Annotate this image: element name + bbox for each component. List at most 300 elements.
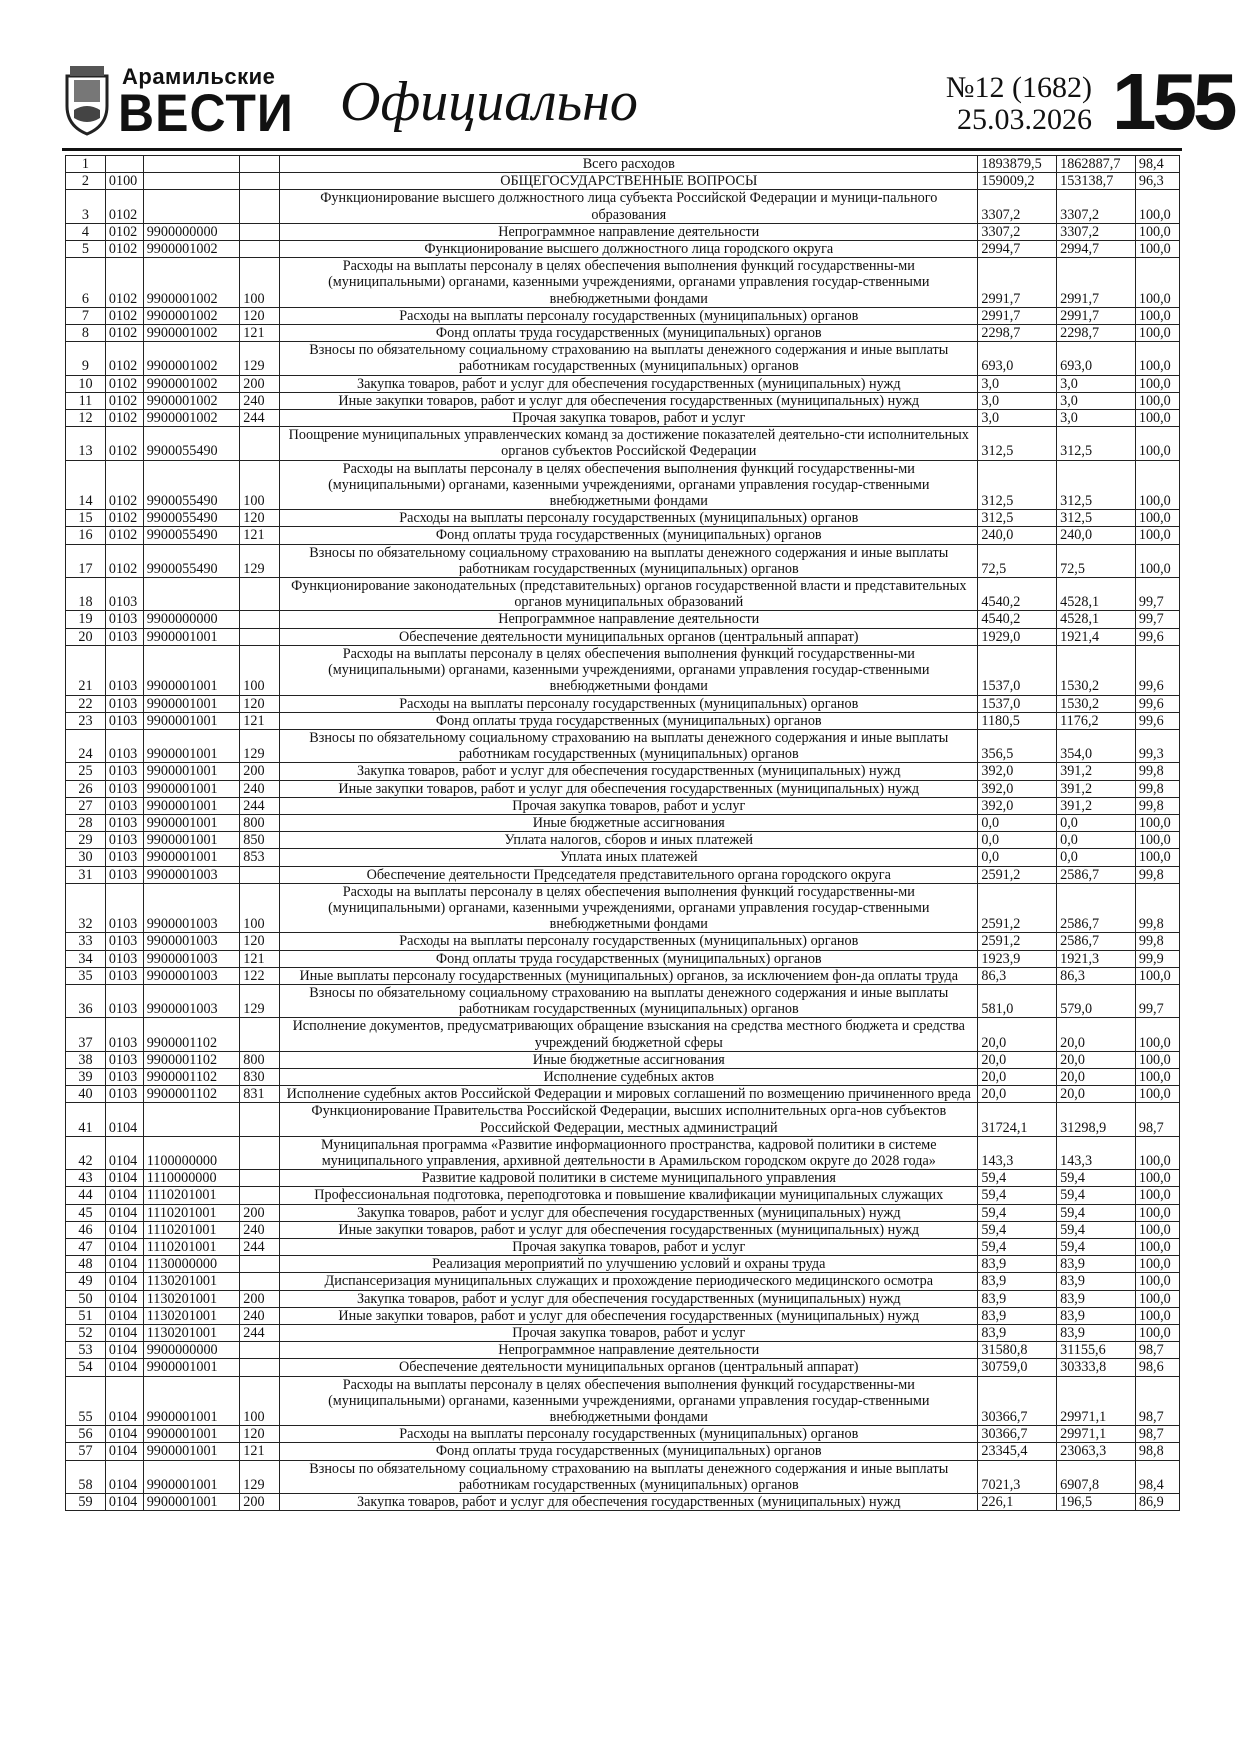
item-name: Прочая закупка товаров, работ и услуг [280,410,978,427]
item-name: Всего расходов [280,156,978,173]
target-code: 9900001003 [143,866,240,883]
actual-amount: 2991,7 [1057,307,1136,324]
target-code: 1130201001 [143,1273,240,1290]
row-number: 37 [66,1018,106,1051]
expense-type: 100 [240,883,280,933]
item-name: Поощрение муниципальных управленческих команд за достижение показателей деятельно-сти исполнительных органов субъектов Российской Федерации [280,427,978,460]
expense-type [240,1342,280,1359]
section-code: 0102 [105,307,143,324]
table-row [66,190,1180,223]
table-row [66,241,1180,258]
actual-amount: 2586,7 [1057,933,1136,950]
item-name: Фонд оплаты труда государственных (муниципальных) органов [280,325,978,342]
row-number: 42 [66,1136,106,1169]
expense-type [240,427,280,460]
planned-amount: 1923,9 [978,950,1057,967]
actual-amount: 3307,2 [1057,223,1136,240]
expense-type: 100 [240,1376,280,1426]
section-code: 0103 [105,883,143,933]
row-number: 46 [66,1221,106,1238]
planned-amount: 1537,0 [978,695,1057,712]
row-number: 35 [66,967,106,984]
target-code: 1110201001 [143,1187,240,1204]
actual-amount: 83,9 [1057,1307,1136,1324]
section-code: 0104 [105,1376,143,1426]
row-number: 1 [66,156,106,173]
item-name: Непрограммное направление деятельности [280,611,978,628]
actual-amount: 29971,1 [1057,1426,1136,1443]
row-number: 17 [66,544,106,577]
planned-amount: 312,5 [978,510,1057,527]
section-code: 0102 [105,223,143,240]
target-code: 9900001102 [143,1068,240,1085]
row-number: 5 [66,241,106,258]
row-number: 27 [66,797,106,814]
execution-percent: 100,0 [1135,1221,1179,1238]
execution-percent: 99,7 [1135,578,1179,611]
table-row [66,1342,1180,1359]
row-number: 51 [66,1307,106,1324]
row-number: 40 [66,1086,106,1103]
expense-type: 120 [240,510,280,527]
section-code: 0104 [105,1494,143,1511]
actual-amount: 1530,2 [1057,695,1136,712]
section-code: 0102 [105,241,143,258]
row-number: 11 [66,392,106,409]
section-code [105,156,143,173]
execution-percent: 99,6 [1135,628,1179,645]
execution-percent: 99,8 [1135,763,1179,780]
actual-amount: 3307,2 [1057,190,1136,223]
execution-percent: 99,8 [1135,866,1179,883]
actual-amount: 20,0 [1057,1051,1136,1068]
table-row [66,1290,1180,1307]
expense-type: 120 [240,933,280,950]
target-code: 9900001001 [143,849,240,866]
table-row [66,307,1180,324]
expense-type: 200 [240,1494,280,1511]
item-name: Расходы на выплаты персоналу государственных (муниципальных) органов [280,510,978,527]
item-name: Функционирование Правительства Российской Федерации, высших исполнительных орга-нов субъектов Российской Федерации, местных администраций [280,1103,978,1136]
target-code [143,1103,240,1136]
item-name: Функционирование законодательных (представительных) органов государственной власти и представительных органов муниципальных образований [280,578,978,611]
item-name: Иные закупки товаров, работ и услуг для обеспечения государственных (муниципальных) нужд [280,780,978,797]
actual-amount: 59,4 [1057,1204,1136,1221]
actual-amount: 6907,8 [1057,1460,1136,1493]
target-code: 9900055490 [143,544,240,577]
row-number: 3 [66,190,106,223]
execution-percent: 100,0 [1135,1307,1179,1324]
planned-amount: 1893879,5 [978,156,1057,173]
row-number: 28 [66,814,106,831]
table-row [66,729,1180,762]
row-number: 38 [66,1051,106,1068]
planned-amount: 83,9 [978,1273,1057,1290]
table-row [66,1307,1180,1324]
planned-amount: 7021,3 [978,1460,1057,1493]
table-row [66,628,1180,645]
actual-amount: 59,4 [1057,1170,1136,1187]
target-code: 1130201001 [143,1307,240,1324]
row-number: 10 [66,375,106,392]
execution-percent: 100,0 [1135,510,1179,527]
item-name: Профессиональная подготовка, переподготовка и повышение квалификации муниципальных служащих [280,1187,978,1204]
execution-percent: 100,0 [1135,1204,1179,1221]
table-row [66,1460,1180,1493]
execution-percent: 86,9 [1135,1494,1179,1511]
budget-table [65,155,1180,1511]
table-row [66,797,1180,814]
section-code: 0103 [105,984,143,1017]
planned-amount: 3307,2 [978,223,1057,240]
actual-amount: 391,2 [1057,763,1136,780]
actual-amount: 20,0 [1057,1068,1136,1085]
row-number: 34 [66,950,106,967]
execution-percent: 100,0 [1135,544,1179,577]
item-name: Иные закупки товаров, работ и услуг для обеспечения государственных (муниципальных) нужд [280,1307,978,1324]
expense-type: 240 [240,1307,280,1324]
execution-percent: 100,0 [1135,1239,1179,1256]
target-code: 9900001002 [143,375,240,392]
item-name: Расходы на выплаты персоналу государственных (муниципальных) органов [280,307,978,324]
actual-amount: 83,9 [1057,1325,1136,1342]
actual-amount: 83,9 [1057,1290,1136,1307]
expense-type: 120 [240,695,280,712]
section-code: 0102 [105,325,143,342]
expense-type [240,223,280,240]
execution-percent: 100,0 [1135,1273,1179,1290]
actual-amount: 2586,7 [1057,883,1136,933]
table-row [66,1443,1180,1460]
row-number: 4 [66,223,106,240]
table-row [66,544,1180,577]
execution-percent: 98,7 [1135,1376,1179,1426]
planned-amount: 240,0 [978,527,1057,544]
item-name: Взносы по обязательному социальному страхованию на выплаты денежного содержания и иные выплаты работникам государственных (муниципальных) органов [280,544,978,577]
table-row [66,1170,1180,1187]
section-code: 0103 [105,849,143,866]
expense-type: 200 [240,763,280,780]
expense-type [240,1136,280,1169]
target-code: 9900001003 [143,984,240,1017]
planned-amount: 159009,2 [978,173,1057,190]
expense-type: 240 [240,780,280,797]
planned-amount: 693,0 [978,342,1057,375]
target-code: 9900001001 [143,797,240,814]
expense-type: 120 [240,1426,280,1443]
actual-amount: 30333,8 [1057,1359,1136,1376]
section-code: 0104 [105,1273,143,1290]
table-row [66,1325,1180,1342]
row-number: 26 [66,780,106,797]
execution-percent: 99,3 [1135,729,1179,762]
section-code: 0100 [105,173,143,190]
actual-amount: 312,5 [1057,460,1136,510]
section-code: 0103 [105,611,143,628]
table-row [66,1359,1180,1376]
execution-percent: 99,8 [1135,933,1179,950]
section-code: 0104 [105,1187,143,1204]
execution-percent: 98,4 [1135,156,1179,173]
execution-percent: 100,0 [1135,1086,1179,1103]
actual-amount: 29971,1 [1057,1376,1136,1426]
issue-date: 25.03.2026 [957,103,1092,136]
execution-percent: 100,0 [1135,460,1179,510]
page-number: 155 [1112,57,1234,146]
planned-amount: 3,0 [978,392,1057,409]
item-name: Иные бюджетные ассигнования [280,814,978,831]
item-name: Иные закупки товаров, работ и услуг для обеспечения государственных (муниципальных) нужд [280,392,978,409]
item-name: Расходы на выплаты персоналу государственных (муниципальных) органов [280,933,978,950]
section-code: 0103 [105,1068,143,1085]
table-row [66,814,1180,831]
table-row [66,1494,1180,1511]
expense-type: 100 [240,460,280,510]
execution-percent: 100,0 [1135,967,1179,984]
target-code: 9900001001 [143,763,240,780]
target-code: 1100000000 [143,1136,240,1169]
table-row [66,832,1180,849]
actual-amount: 23063,3 [1057,1443,1136,1460]
actual-amount: 59,4 [1057,1239,1136,1256]
item-name: Муниципальная программа «Развитие информационного пространства, кадровой политики в системе муниципального управления, архивной деятельности в Арамильском городском округе до 2028 года» [280,1136,978,1169]
planned-amount: 1929,0 [978,628,1057,645]
expense-type [240,578,280,611]
actual-amount: 153138,7 [1057,173,1136,190]
actual-amount: 2586,7 [1057,866,1136,883]
target-code: 9900001001 [143,1376,240,1426]
target-code: 9900000000 [143,223,240,240]
planned-amount: 2298,7 [978,325,1057,342]
target-code: 9900001102 [143,1051,240,1068]
table-row [66,1068,1180,1085]
execution-percent: 99,8 [1135,780,1179,797]
execution-percent: 98,4 [1135,1460,1179,1493]
actual-amount: 312,5 [1057,510,1136,527]
actual-amount: 391,2 [1057,780,1136,797]
table-row [66,984,1180,1017]
execution-percent: 99,7 [1135,984,1179,1017]
table-row [66,763,1180,780]
target-code: 1130201001 [143,1290,240,1307]
planned-amount: 20,0 [978,1018,1057,1051]
planned-amount: 83,9 [978,1325,1057,1342]
row-number: 57 [66,1443,106,1460]
execution-percent: 100,0 [1135,1136,1179,1169]
row-number: 13 [66,427,106,460]
actual-amount: 72,5 [1057,544,1136,577]
section-code: 0104 [105,1239,143,1256]
logo-top-text: Арамильские [122,64,276,89]
section-code: 0103 [105,866,143,883]
table-row [66,1103,1180,1136]
item-name: Иные закупки товаров, работ и услуг для обеспечения государственных (муниципальных) нужд [280,1221,978,1238]
planned-amount: 23345,4 [978,1443,1057,1460]
item-name: Иные выплаты персоналу государственных (муниципальных) органов, за исключением фон-да оплаты труда [280,967,978,984]
actual-amount: 31298,9 [1057,1103,1136,1136]
table-row [66,950,1180,967]
execution-percent: 100,0 [1135,410,1179,427]
section-code: 0104 [105,1290,143,1307]
section-code: 0103 [105,645,143,695]
actual-amount: 1530,2 [1057,645,1136,695]
item-name: Расходы на выплаты персоналу в целях обеспечения выполнения функций государственны-ми (муниципальными) органами, казенными учреждениями, органами управления государ-ственными внебюджетными фондами [280,883,978,933]
planned-amount: 59,4 [978,1187,1057,1204]
target-code: 9900001002 [143,307,240,324]
section-code: 0104 [105,1325,143,1342]
table-row [66,1426,1180,1443]
table-row [66,611,1180,628]
table-row [66,510,1180,527]
table-row [66,1256,1180,1273]
planned-amount: 59,4 [978,1239,1057,1256]
table-row [66,967,1180,984]
table-row [66,883,1180,933]
item-name: Исполнение судебных актов [280,1068,978,1085]
table-row [66,156,1180,173]
expense-type: 100 [240,258,280,308]
expense-type [240,1018,280,1051]
section-code: 0104 [105,1204,143,1221]
actual-amount: 0,0 [1057,849,1136,866]
row-number: 24 [66,729,106,762]
execution-percent: 100,0 [1135,427,1179,460]
table-row [66,410,1180,427]
section-code: 0104 [105,1342,143,1359]
target-code: 9900001001 [143,780,240,797]
expense-type [240,611,280,628]
row-number: 43 [66,1170,106,1187]
section-code: 0104 [105,1307,143,1324]
section-code: 0102 [105,375,143,392]
table-row [66,1273,1180,1290]
item-name: ОБЩЕГОСУДАРСТВЕННЫЕ ВОПРОСЫ [280,173,978,190]
target-code: 9900001003 [143,933,240,950]
actual-amount: 83,9 [1057,1256,1136,1273]
table-row [66,427,1180,460]
expense-type: 122 [240,967,280,984]
item-name: Фонд оплаты труда государственных (муниципальных) органов [280,712,978,729]
execution-percent: 99,8 [1135,797,1179,814]
target-code: 9900001001 [143,1443,240,1460]
section-code: 0104 [105,1221,143,1238]
expense-type: 853 [240,849,280,866]
item-name: Закупка товаров, работ и услуг для обеспечения государственных (муниципальных) нужд [280,1494,978,1511]
section-code: 0103 [105,695,143,712]
target-code: 9900001001 [143,832,240,849]
actual-amount: 579,0 [1057,984,1136,1017]
section-title: Официально [340,71,638,133]
expense-type [240,1187,280,1204]
target-code: 9900001102 [143,1018,240,1051]
section-code: 0103 [105,578,143,611]
target-code: 9900001001 [143,695,240,712]
row-number: 54 [66,1359,106,1376]
expense-type: 121 [240,950,280,967]
item-name: Закупка товаров, работ и услуг для обеспечения государственных (муниципальных) нужд [280,375,978,392]
execution-percent: 99,8 [1135,883,1179,933]
actual-amount: 86,3 [1057,967,1136,984]
row-number: 49 [66,1273,106,1290]
planned-amount: 30366,7 [978,1376,1057,1426]
item-name: Обеспечение деятельности Председателя представительного органа городского округа [280,866,978,883]
row-number: 45 [66,1204,106,1221]
target-code: 9900001001 [143,729,240,762]
planned-amount: 3307,2 [978,190,1057,223]
planned-amount: 2994,7 [978,241,1057,258]
item-name: Обеспечение деятельности муниципальных органов (центральный аппарат) [280,1359,978,1376]
execution-percent: 98,7 [1135,1103,1179,1136]
section-code: 0103 [105,950,143,967]
row-number: 41 [66,1103,106,1136]
item-name: Расходы на выплаты персоналу государственных (муниципальных) органов [280,695,978,712]
newspaper-logo [62,62,292,142]
item-name: Непрограммное направление деятельности [280,223,978,240]
target-code: 9900001001 [143,1359,240,1376]
expense-type [240,866,280,883]
expense-type [240,1170,280,1187]
item-name: Прочая закупка товаров, работ и услуг [280,1325,978,1342]
planned-amount: 30759,0 [978,1359,1057,1376]
section-code: 0103 [105,628,143,645]
section-code: 0104 [105,1426,143,1443]
header-rule [62,148,1182,151]
planned-amount: 312,5 [978,460,1057,510]
planned-amount: 31580,8 [978,1342,1057,1359]
execution-percent: 100,0 [1135,849,1179,866]
item-name: Закупка товаров, работ и услуг для обеспечения государственных (муниципальных) нужд [280,763,978,780]
expense-type [240,173,280,190]
actual-amount: 391,2 [1057,797,1136,814]
execution-percent: 98,6 [1135,1359,1179,1376]
item-name: Диспансеризация муниципальных служащих и прохождение периодического медицинского осмотра [280,1273,978,1290]
row-number: 25 [66,763,106,780]
expense-type: 129 [240,729,280,762]
table-row [66,933,1180,950]
table-row [66,325,1180,342]
planned-amount: 20,0 [978,1051,1057,1068]
expense-type: 129 [240,342,280,375]
section-code: 0102 [105,190,143,223]
target-code [143,173,240,190]
section-code: 0102 [105,427,143,460]
planned-amount: 0,0 [978,832,1057,849]
section-code: 0103 [105,1051,143,1068]
expense-type: 200 [240,1204,280,1221]
execution-percent: 100,0 [1135,307,1179,324]
section-code: 0103 [105,814,143,831]
actual-amount: 312,5 [1057,427,1136,460]
planned-amount: 83,9 [978,1256,1057,1273]
section-code: 0102 [105,258,143,308]
page-header [62,52,1234,148]
logo-main-text: ВЕСТИ [118,83,294,143]
actual-amount: 3,0 [1057,410,1136,427]
expense-type: 244 [240,410,280,427]
execution-percent: 100,0 [1135,342,1179,375]
execution-percent: 100,0 [1135,1325,1179,1342]
execution-percent: 100,0 [1135,1018,1179,1051]
execution-percent: 99,7 [1135,611,1179,628]
actual-amount: 1921,3 [1057,950,1136,967]
expense-type: 129 [240,544,280,577]
section-code: 0102 [105,510,143,527]
planned-amount: 1537,0 [978,645,1057,695]
planned-amount: 3,0 [978,410,1057,427]
target-code: 9900001002 [143,241,240,258]
planned-amount: 59,4 [978,1221,1057,1238]
row-number: 30 [66,849,106,866]
